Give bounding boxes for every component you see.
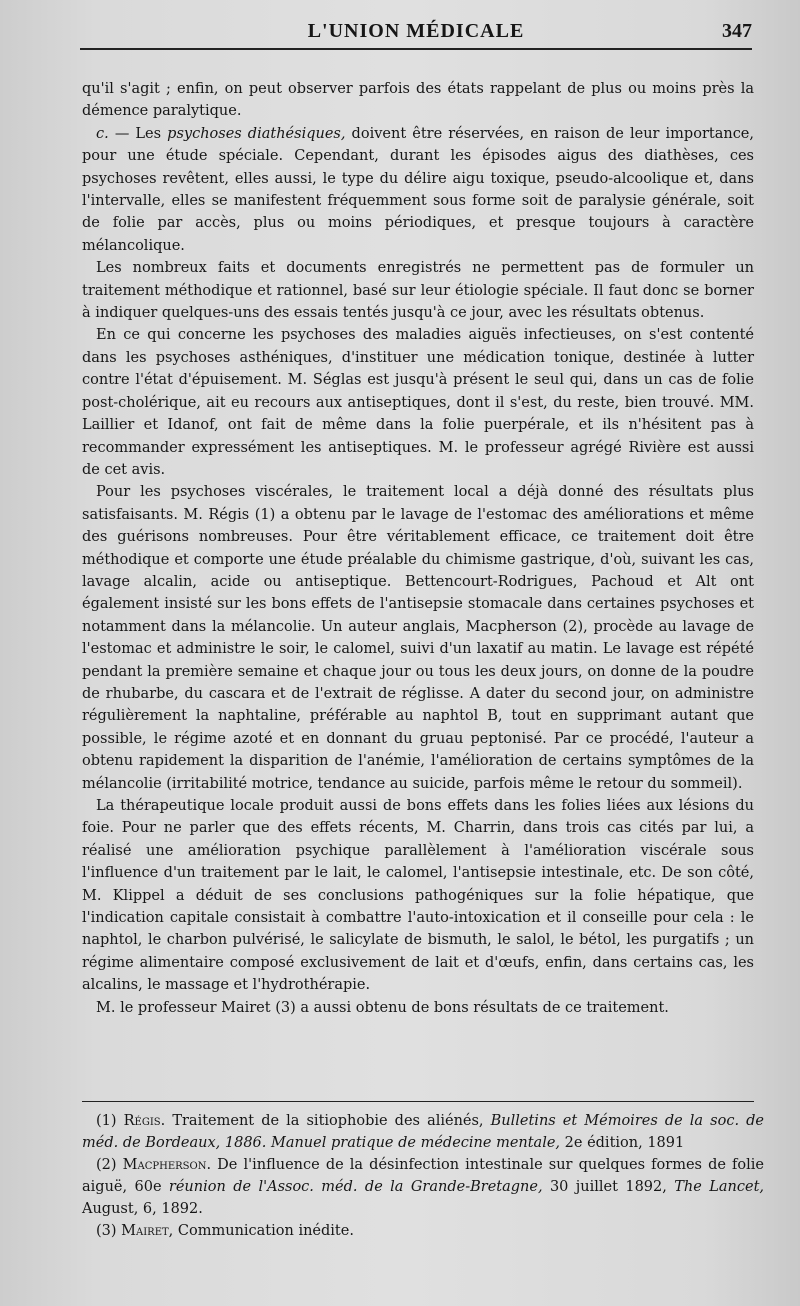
footnote-1-author: Régis. (123, 1113, 166, 1129)
footnote-1-title: Traitement de la sitiophobie des aliénés, (165, 1113, 491, 1129)
paragraph-treatment-intro: Les nombreux faits et documents enregistrés ne permettent pas de formuler un traitement méthodique et rationnel, basé sur leur étiologie spéciale. Il faut donc se borner à indiquer quelques-uns des essais tentés jusqu'à ce jour, avec les résultats obtenus. (82, 260, 754, 322)
paragraph-diathesic-psychoses (82, 123, 754, 257)
footnote-1-edition: 2e édition, 1891 (560, 1135, 685, 1151)
section-letter: c. (96, 125, 109, 142)
footnote-2-issue: August, 6, 1892. (82, 1201, 203, 1217)
journal-title: L'UNION MÉDICALE (307, 20, 525, 42)
footnote-2-date: 30 juillet 1892, (542, 1179, 675, 1195)
footnote-2 (82, 1154, 764, 1220)
footnote-1-number: (1) (96, 1113, 124, 1129)
footnote-divider (82, 1101, 754, 1102)
page-header (80, 20, 752, 50)
section-term: psychoses diathésiques, (167, 125, 346, 142)
footnote-2-meeting: réunion de l'Assoc. méd. de la Grande-Bretagne, (168, 1179, 543, 1195)
footnotes (82, 1110, 764, 1242)
footnote-3-number: (3) (96, 1223, 122, 1239)
paragraph-hepatic-folies: La thérapeutique locale produit aussi de bons effets dans les folies liées aux lésions du foie. Pour ne parler que des effets récents, M. Charrin, dans trois cas cités par lui, a réalisé une amélioration psychique parallèlement à l'amélioration viscérale sous l'influence d'un traitement par le lait, le calomel, l'antisepsie intestinale, etc. De son côté, M. Klippel a déduit de ses conclusions pathogéniques sur la folie hépatique, que l'indication capitale consistait à combattre l'auto-intoxication et il conseille pour cela : le naphtol, le charbon pulvérisé, le salicylate de bismuth, le salol, le bétol, les purgatifs ; un régime alimentaire composé exclusivement de lait et d'œufs, enfin, dans certains cas, les alcalins, le massage et l'hydrothérapie. (82, 798, 754, 994)
footnote-1 (82, 1110, 764, 1154)
paragraph-continuation: qu'il s'agit ; enfin, on peut observer parfois des états rappelant de plus ou moins près la démence paralytique. (82, 81, 754, 120)
footnote-1-journal: Bulletins et Mémoires de la soc. de méd. de Bordeaux, 1886. Manuel pratique de médecine mentale, (82, 1113, 764, 1151)
footnote-2-journal: The Lancet, (674, 1179, 765, 1195)
footnote-2-number: (2) (96, 1157, 123, 1173)
paragraph-visceral-psychoses: Pour les psychoses viscérales, le traitement local a déjà donné des résultats plus satisfaisants. M. Régis (1) a obtenu par le lavage de l'estomac des améliorations et même des guérisons nombreuses. Pour être véritablement efficace, ce traitement doit être méthodique et comporte une étude préalable du chimisme gastrique, d'où, suivant les cas, lavage alcalin, acide ou antiseptique. Bettencourt-Rodrigues, Pachoud et Alt ont également insisté sur les bons effets de l'antisepsie stomacale dans certaines psychoses et notamment dans la mélancolie. Un auteur anglais, Macpherson (2), procède au lavage de l'estomac et administre le soir, le calomel, suivi d'un laxatif au matin. Le lavage est répété pendant la première semaine et chaque jour ou tous les deux jours, on donne de la poudre de rhubarbe, du cascara et de l'extrait de réglisse. A dater du second jour, on administre régulièrement la naphtaline, préférable au naphtol B, tout en supprimant autant que possible, le régime azoté et en donnant du gruau peptonisé. Par ce procédé, l'auteur a obtenu rapidement la disparition de l'anémie, l'amélioration de certains symptômes de la mélancolie (irritabilité motrice, tendance au suicide, parfois même le retour du sommeil). (82, 484, 754, 792)
footnote-3 (82, 1220, 764, 1242)
paragraph-mairet: M. le professeur Mairet (3) a aussi obtenu de bons résultats de ce traitement. (96, 999, 669, 1016)
footnote-2-author: Macpherson. (122, 1157, 212, 1173)
paragraph-infectious-psychoses: En ce qui concerne les psychoses des maladies aiguës infectieuses, on s'est contenté dans les psychoses asthéniques, d'instituer une médication tonique, destinée à lutter contre l'état d'épuisement. M. Séglas est jusqu'à présent le seul qui, dans un cas de folie post-cholérique, ait eu recours aux antiseptiques, dont il s'est, du reste, bien trouvé. MM. Laillier et Idanof, ont fait de même dans la folie puerpérale, et ils n'hésitent pas à recommander expressément les antiseptiques. M. le professeur agrégé Rivière est aussi de cet avis. (82, 327, 754, 478)
paragraph-lead: — Les (108, 125, 168, 142)
footnote-2-title: De l'influence de la désinfection intestinale sur quelques formes de folie aiguë, 60e (82, 1157, 764, 1195)
paragraph-text: doivent être réservées, en raison de leur importance, pour une étude spéciale. Cependant, durant les épisodes aigus des diathèses, ces psychoses revêtent, elles aussi, le type du délire aigu toxique, pseudo-alcoolique et, dans l'intervalle, elles se manifestent fréquemment sous forme soit de paralysie générale, soit de folie par accès, plus ou moins périodiques, et presque toujours à caractère mélancolique. (82, 125, 754, 254)
article-body (82, 78, 754, 1019)
footnote-3-text: Communication inédite. (173, 1223, 354, 1239)
footnote-3-author: Mairet, (121, 1223, 174, 1239)
page-number: 347 (722, 20, 752, 42)
